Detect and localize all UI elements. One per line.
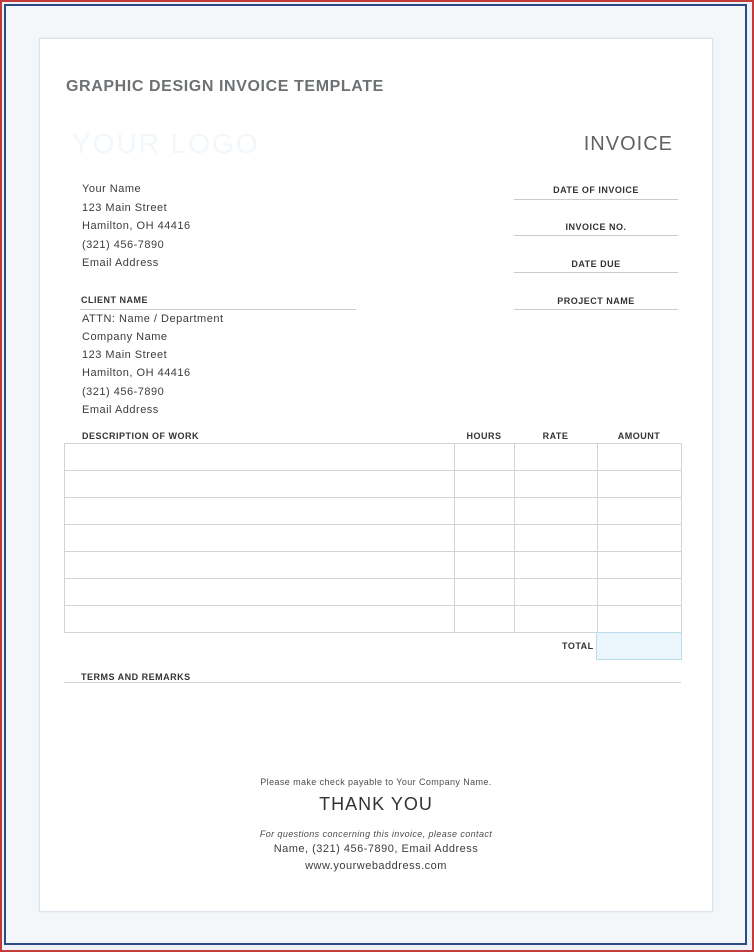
payable-note: Please make check payable to Your Company Name.: [260, 777, 492, 787]
sender-email: Email Address: [82, 257, 159, 269]
project-name-field[interactable]: [514, 309, 678, 310]
hours-cell[interactable]: [455, 444, 515, 471]
amount-cell[interactable]: [598, 498, 682, 525]
date-of-invoice-field[interactable]: [514, 199, 678, 200]
rate-cell[interactable]: [515, 444, 598, 471]
rate-cell[interactable]: [515, 579, 598, 606]
date-due-label: DATE DUE: [571, 259, 621, 269]
sender-phone: (321) 456-7890: [82, 239, 165, 251]
line-items-table: [64, 443, 682, 633]
questions-note: For questions concerning this invoice, please contact: [259, 829, 493, 839]
web-address: www.yourwebaddress.com: [305, 860, 447, 872]
invoice-no-field[interactable]: [514, 235, 678, 236]
table-row: [65, 579, 682, 606]
client-email: Email Address: [82, 404, 159, 416]
table-row: [65, 525, 682, 552]
client-city: Hamilton, OH 44416: [82, 367, 191, 379]
rate-cell[interactable]: [515, 498, 598, 525]
description-header: DESCRIPTION OF WORK: [82, 431, 199, 441]
rate-cell[interactable]: [515, 552, 598, 579]
client-company: Company Name: [82, 331, 168, 343]
invoice-heading: INVOICE: [583, 133, 673, 155]
rate-cell[interactable]: [515, 606, 598, 633]
total-field[interactable]: [596, 632, 682, 660]
client-name-field[interactable]: [80, 309, 356, 310]
amount-cell[interactable]: [598, 471, 682, 498]
total-label: TOTAL: [562, 641, 594, 651]
client-attn: ATTN: Name / Department: [82, 313, 224, 325]
description-cell[interactable]: [65, 552, 455, 579]
client-name-label: CLIENT NAME: [81, 295, 148, 305]
invoice-no-label: INVOICE NO.: [565, 222, 627, 232]
terms-divider: [64, 682, 681, 683]
client-street: 123 Main Street: [82, 349, 168, 361]
client-phone: (321) 456-7890: [82, 386, 165, 398]
logo-placeholder: YOUR LOGO: [72, 128, 260, 159]
table-row: [65, 498, 682, 525]
sender-city: Hamilton, OH 44416: [82, 220, 191, 232]
amount-cell[interactable]: [598, 444, 682, 471]
description-cell[interactable]: [65, 471, 455, 498]
table-row: [65, 552, 682, 579]
hours-cell[interactable]: [455, 525, 515, 552]
table-row: [65, 471, 682, 498]
hours-cell[interactable]: [455, 552, 515, 579]
document-title: GRAPHIC DESIGN INVOICE TEMPLATE: [66, 78, 384, 95]
date-due-field[interactable]: [514, 272, 678, 273]
amount-cell[interactable]: [598, 552, 682, 579]
amount-cell[interactable]: [598, 606, 682, 633]
thank-you: THANK YOU: [319, 794, 433, 814]
hours-header: HOURS: [466, 431, 502, 441]
date-of-invoice-label: DATE OF INVOICE: [553, 185, 639, 195]
hours-cell[interactable]: [455, 579, 515, 606]
description-cell[interactable]: [65, 525, 455, 552]
amount-cell[interactable]: [598, 579, 682, 606]
table-row: [65, 606, 682, 633]
amount-header: AMOUNT: [617, 431, 661, 441]
table-row: [65, 444, 682, 471]
sender-name: Your Name: [82, 183, 142, 195]
amount-cell[interactable]: [598, 525, 682, 552]
contact-info: Name, (321) 456-7890, Email Address: [273, 843, 479, 855]
rate-header: RATE: [542, 431, 569, 441]
sender-street: 123 Main Street: [82, 202, 168, 214]
rate-cell[interactable]: [515, 525, 598, 552]
hours-cell[interactable]: [455, 606, 515, 633]
hours-cell[interactable]: [455, 498, 515, 525]
terms-label: TERMS AND REMARKS: [81, 672, 191, 682]
description-cell[interactable]: [65, 498, 455, 525]
hours-cell[interactable]: [455, 471, 515, 498]
description-cell[interactable]: [65, 444, 455, 471]
rate-cell[interactable]: [515, 471, 598, 498]
description-cell[interactable]: [65, 579, 455, 606]
project-name-label: PROJECT NAME: [557, 296, 635, 306]
description-cell[interactable]: [65, 606, 455, 633]
